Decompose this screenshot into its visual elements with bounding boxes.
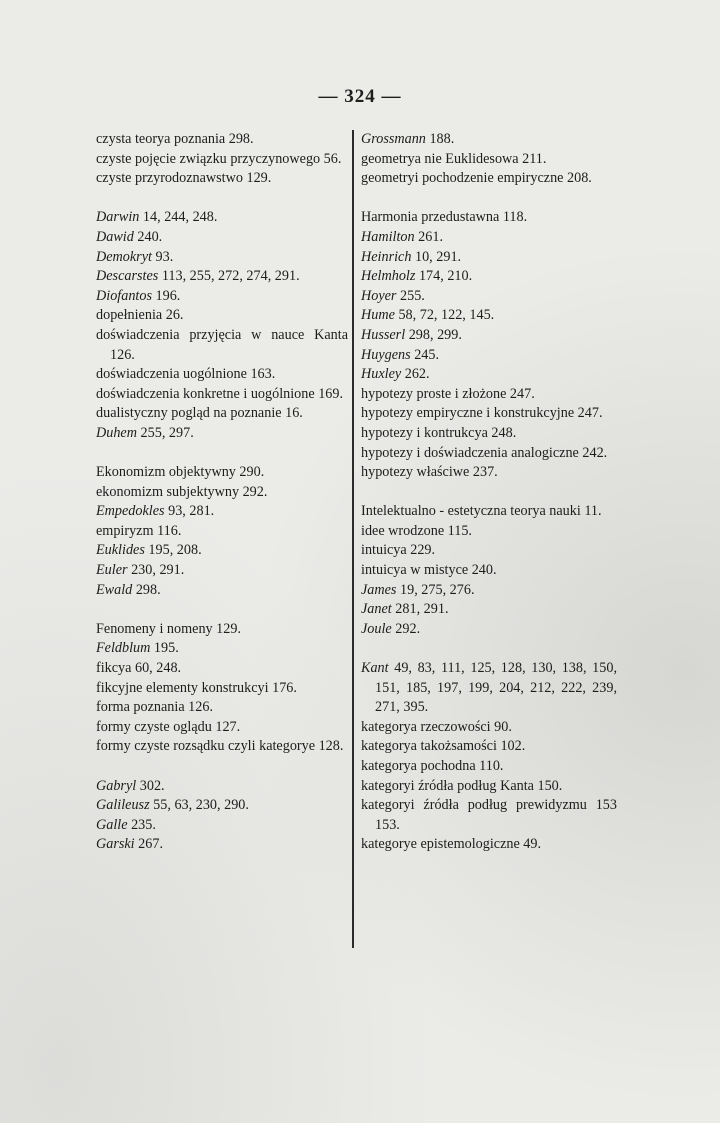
index-entry-name: Grossmann: [361, 131, 426, 147]
index-entry-text: hypotezy proste i złożone 247.: [361, 385, 535, 402]
index-entry: [361, 267, 617, 287]
index-entry-text: geometrya nie Euklidesowa 211.: [361, 150, 547, 167]
index-entry-text: Ekonomizm objektywny 290.: [96, 464, 265, 481]
index-entry: [96, 581, 348, 601]
index-entry-text: kategorya rzeczowości 90.: [361, 718, 512, 735]
index-entry: [96, 737, 348, 757]
index-entry: [361, 248, 617, 268]
index-entry: [96, 483, 348, 503]
index-entry-name: Descarstes: [96, 268, 159, 285]
index-entry-text: 49, 83, 111, 125, 128, 130, 138, 150, 151, 185, 197, 199, 204, 212, 222, 239, 271, 395.: [375, 660, 617, 716]
index-entry-name: Darwin: [96, 209, 140, 226]
index-entry: [361, 444, 617, 464]
index-entry: [96, 659, 348, 679]
column-divider: [352, 130, 354, 948]
index-entry: [361, 718, 617, 738]
index-entry-name: Heinrich: [361, 248, 412, 265]
index-entry: [96, 404, 348, 424]
index-entry-text: dopełnienia 26.: [96, 307, 184, 324]
index-entry-text: formy czyste rozsądku czyli kategorye 128.: [96, 738, 344, 755]
index-entry: [361, 287, 617, 307]
index-entry: [361, 346, 617, 366]
index-entry-text: 298, 299.: [405, 326, 462, 343]
index-entry-text: 58, 72, 122, 145.: [394, 307, 495, 324]
index-entry: [96, 228, 348, 248]
index-entry-text: kategorya takożsamości 102.: [361, 738, 526, 755]
index-entry: [361, 169, 617, 189]
index-entry-text: empiryzm 116.: [96, 522, 182, 539]
index-entry-text: hypotezy i doświadczenia analogiczne 242.: [361, 444, 608, 461]
index-entry: [361, 424, 617, 444]
index-entry-name: Duhem: [96, 424, 137, 441]
section-gap: [361, 189, 617, 209]
index-entry-text: 10, 291.: [411, 248, 462, 265]
index-entry-text: Fenomeny i nomeny 129.: [96, 620, 242, 637]
index-entry-text: intuicya w mistyce 240.: [361, 562, 497, 579]
index-entry-text: Intelektualno - estetyczna teorya nauki 11.: [361, 503, 602, 520]
index-entry-name: Janet: [361, 601, 392, 618]
index-entry-name: Feldblum: [96, 640, 151, 657]
index-entry-name: Euklides: [96, 542, 145, 559]
index-entry-text: 93.: [151, 248, 174, 265]
index-entry: [361, 561, 617, 581]
index-entry: [96, 130, 348, 150]
index-entry-text: geometryi pochodzenie empiryczne 208.: [361, 170, 592, 187]
index-entry-text: 196.: [151, 287, 181, 304]
index-entry-name: Demokryt: [96, 248, 152, 265]
index-entry-text: czyste pojęcie związku przyczynowego 56.: [96, 150, 342, 167]
index-column-left: [96, 130, 348, 855]
index-entry: [361, 777, 617, 797]
index-entry-text: forma poznania 126.: [96, 699, 214, 716]
index-entry: [361, 502, 617, 522]
index-entry-text: 255.: [396, 287, 425, 304]
index-entry-text: idee wrodzone 115.: [361, 522, 472, 539]
index-entry-name: Empedokles: [96, 503, 165, 520]
index-entry-text: 195.: [150, 640, 179, 657]
index-entry-name: Dawid: [96, 228, 134, 245]
index-entry-name: Huygens: [361, 346, 411, 363]
index-entry-text: 302.: [136, 777, 165, 794]
index-entry: [96, 620, 348, 640]
index-entry-name: Huxley: [361, 366, 402, 383]
index-entry-text: 19, 275, 276.: [396, 581, 475, 598]
section-gap: [96, 600, 348, 620]
index-entry: [96, 424, 348, 444]
index-column-right: [361, 130, 617, 855]
index-entry-name: Kant: [361, 660, 389, 677]
index-entry-text: intuicya 229.: [361, 542, 436, 559]
index-entry: [361, 228, 617, 248]
index-entry: [361, 541, 617, 561]
index-entry: [96, 306, 348, 326]
index-entry: [96, 150, 348, 170]
index-entry-text: hypotezy i kontrukcya 248.: [361, 424, 517, 441]
index-entry-name: Joule: [361, 620, 392, 637]
index-entry: [96, 796, 348, 816]
section-gap: [96, 757, 348, 777]
index-entry: [96, 169, 348, 189]
index-entry-text: 292.: [391, 620, 421, 637]
index-entry: [361, 130, 617, 150]
index-entry-name: Galileusz: [96, 797, 150, 814]
index-entry-text: 230, 291.: [127, 562, 185, 579]
index-entry-name: Hoyer: [361, 287, 397, 304]
index-entry: [96, 679, 348, 699]
index-entry: [96, 326, 348, 365]
index-entry: [361, 620, 617, 640]
index-entry-text: 261.: [414, 228, 443, 245]
index-entry: [96, 248, 348, 268]
index-entry-name: Husserl: [361, 326, 406, 343]
index-entry: [361, 581, 617, 601]
index-entry-name: James: [361, 581, 397, 598]
index-entry: [361, 737, 617, 757]
index-entry-text: hypotezy właściwe 237.: [361, 464, 498, 481]
index-entry-text: czysta teorya poznania 298.: [96, 131, 254, 147]
index-entry-name: Garski: [96, 836, 135, 853]
index-entry-name: Galle: [96, 816, 128, 833]
index-entry-text: 235.: [127, 816, 156, 833]
index-entry: [361, 385, 617, 405]
index-entry-text: kategoryi źródła podług Kanta 150.: [361, 777, 563, 794]
section-gap: [96, 444, 348, 464]
index-entry-text: kategoryi źródła podług prewidyzmu 153 153.: [361, 797, 617, 833]
index-entry: [361, 306, 617, 326]
index-entry-text: 55, 63, 230, 290.: [149, 797, 249, 814]
index-entry-text: 188.: [425, 131, 455, 147]
index-entry: [361, 150, 617, 170]
index-entry: [96, 639, 348, 659]
index-entry: [96, 718, 348, 738]
index-entry-text: Harmonia przedustawna 118.: [361, 209, 528, 226]
index-entry-text: 195, 208.: [144, 542, 202, 559]
index-entry-text: formy czyste oglądu 127.: [96, 718, 241, 735]
section-gap: [96, 189, 348, 209]
index-entry-name: Hume: [361, 307, 395, 324]
index-entry-text: doświadczenia uogólnione 163.: [96, 366, 276, 383]
index-entry-text: doświadczenia przyjęcia w nauce Kanta 126.: [96, 326, 348, 363]
index-entry-text: fikcyjne elementy konstrukcyi 176.: [96, 679, 297, 696]
index-entry: [361, 796, 617, 835]
index-entry: [96, 365, 348, 385]
index-entry: [96, 208, 348, 228]
index-entry-text: 93, 281.: [164, 503, 215, 520]
index-entry: [96, 835, 348, 855]
index-entry: [361, 835, 617, 855]
index-entry-text: 255, 297.: [136, 424, 194, 441]
index-entry: [361, 365, 617, 385]
section-gap: [361, 639, 617, 659]
index-entry-name: Hamilton: [361, 228, 415, 245]
index-entry: [96, 502, 348, 522]
index-entry: [361, 600, 617, 620]
index-entry-text: 298.: [132, 581, 161, 598]
index-entry-text: 262.: [401, 366, 430, 383]
index-entry-text: 14, 244, 248.: [139, 209, 218, 226]
index-entry: [361, 522, 617, 542]
index-entry-name: Helmholz: [361, 268, 416, 285]
index-entry: [361, 757, 617, 777]
index-entry: [361, 326, 617, 346]
index-entry-text: fikcya 60, 248.: [96, 660, 182, 677]
index-entry-name: Gabryl: [96, 777, 137, 794]
index-entry: [361, 208, 617, 228]
index-entry-text: kategorye epistemologiczne 49.: [361, 836, 542, 853]
index-entry-text: czyste przyrodoznawstwo 129.: [96, 170, 272, 187]
index-entry-text: 174, 210.: [415, 268, 473, 285]
index-entry-text: 267.: [134, 836, 163, 853]
index-entry: [96, 698, 348, 718]
index-entry-text: 245.: [410, 346, 440, 363]
page-number: — 324 —: [318, 86, 402, 107]
index-entry: [96, 561, 348, 581]
index-entry: [361, 463, 617, 483]
index-entry-text: doświadczenia konkretne i uogólnione 169.: [96, 385, 344, 402]
index-entry: [96, 463, 348, 483]
index-entry-text: kategorya pochodna 110.: [361, 758, 504, 774]
index-entry: [361, 404, 617, 424]
index-entry: [96, 816, 348, 836]
index-entry-text: 240.: [133, 228, 163, 245]
index-entry-name: Euler: [96, 562, 128, 579]
index-entry-name: Ewald: [96, 581, 133, 598]
index-entry: [361, 659, 617, 718]
index-entry-text: 113, 255, 272, 274, 291.: [158, 268, 300, 285]
index-entry: [96, 385, 348, 405]
index-entry-text: dualistyczny pogląd na poznanie 16.: [96, 405, 303, 422]
index-entry-text: ekonomizm subjektywny 292.: [96, 483, 268, 500]
index-entry-name: Diofantos: [96, 287, 152, 304]
index-entry: [96, 541, 348, 561]
index-entry: [96, 522, 348, 542]
index-entry: [96, 777, 348, 797]
index-entry-text: 281, 291.: [391, 601, 449, 618]
index-entry: [96, 267, 348, 287]
section-gap: [361, 483, 617, 503]
index-entry-text: hypotezy empiryczne i konstrukcyjne 247.: [361, 405, 603, 422]
index-entry: [96, 287, 348, 307]
